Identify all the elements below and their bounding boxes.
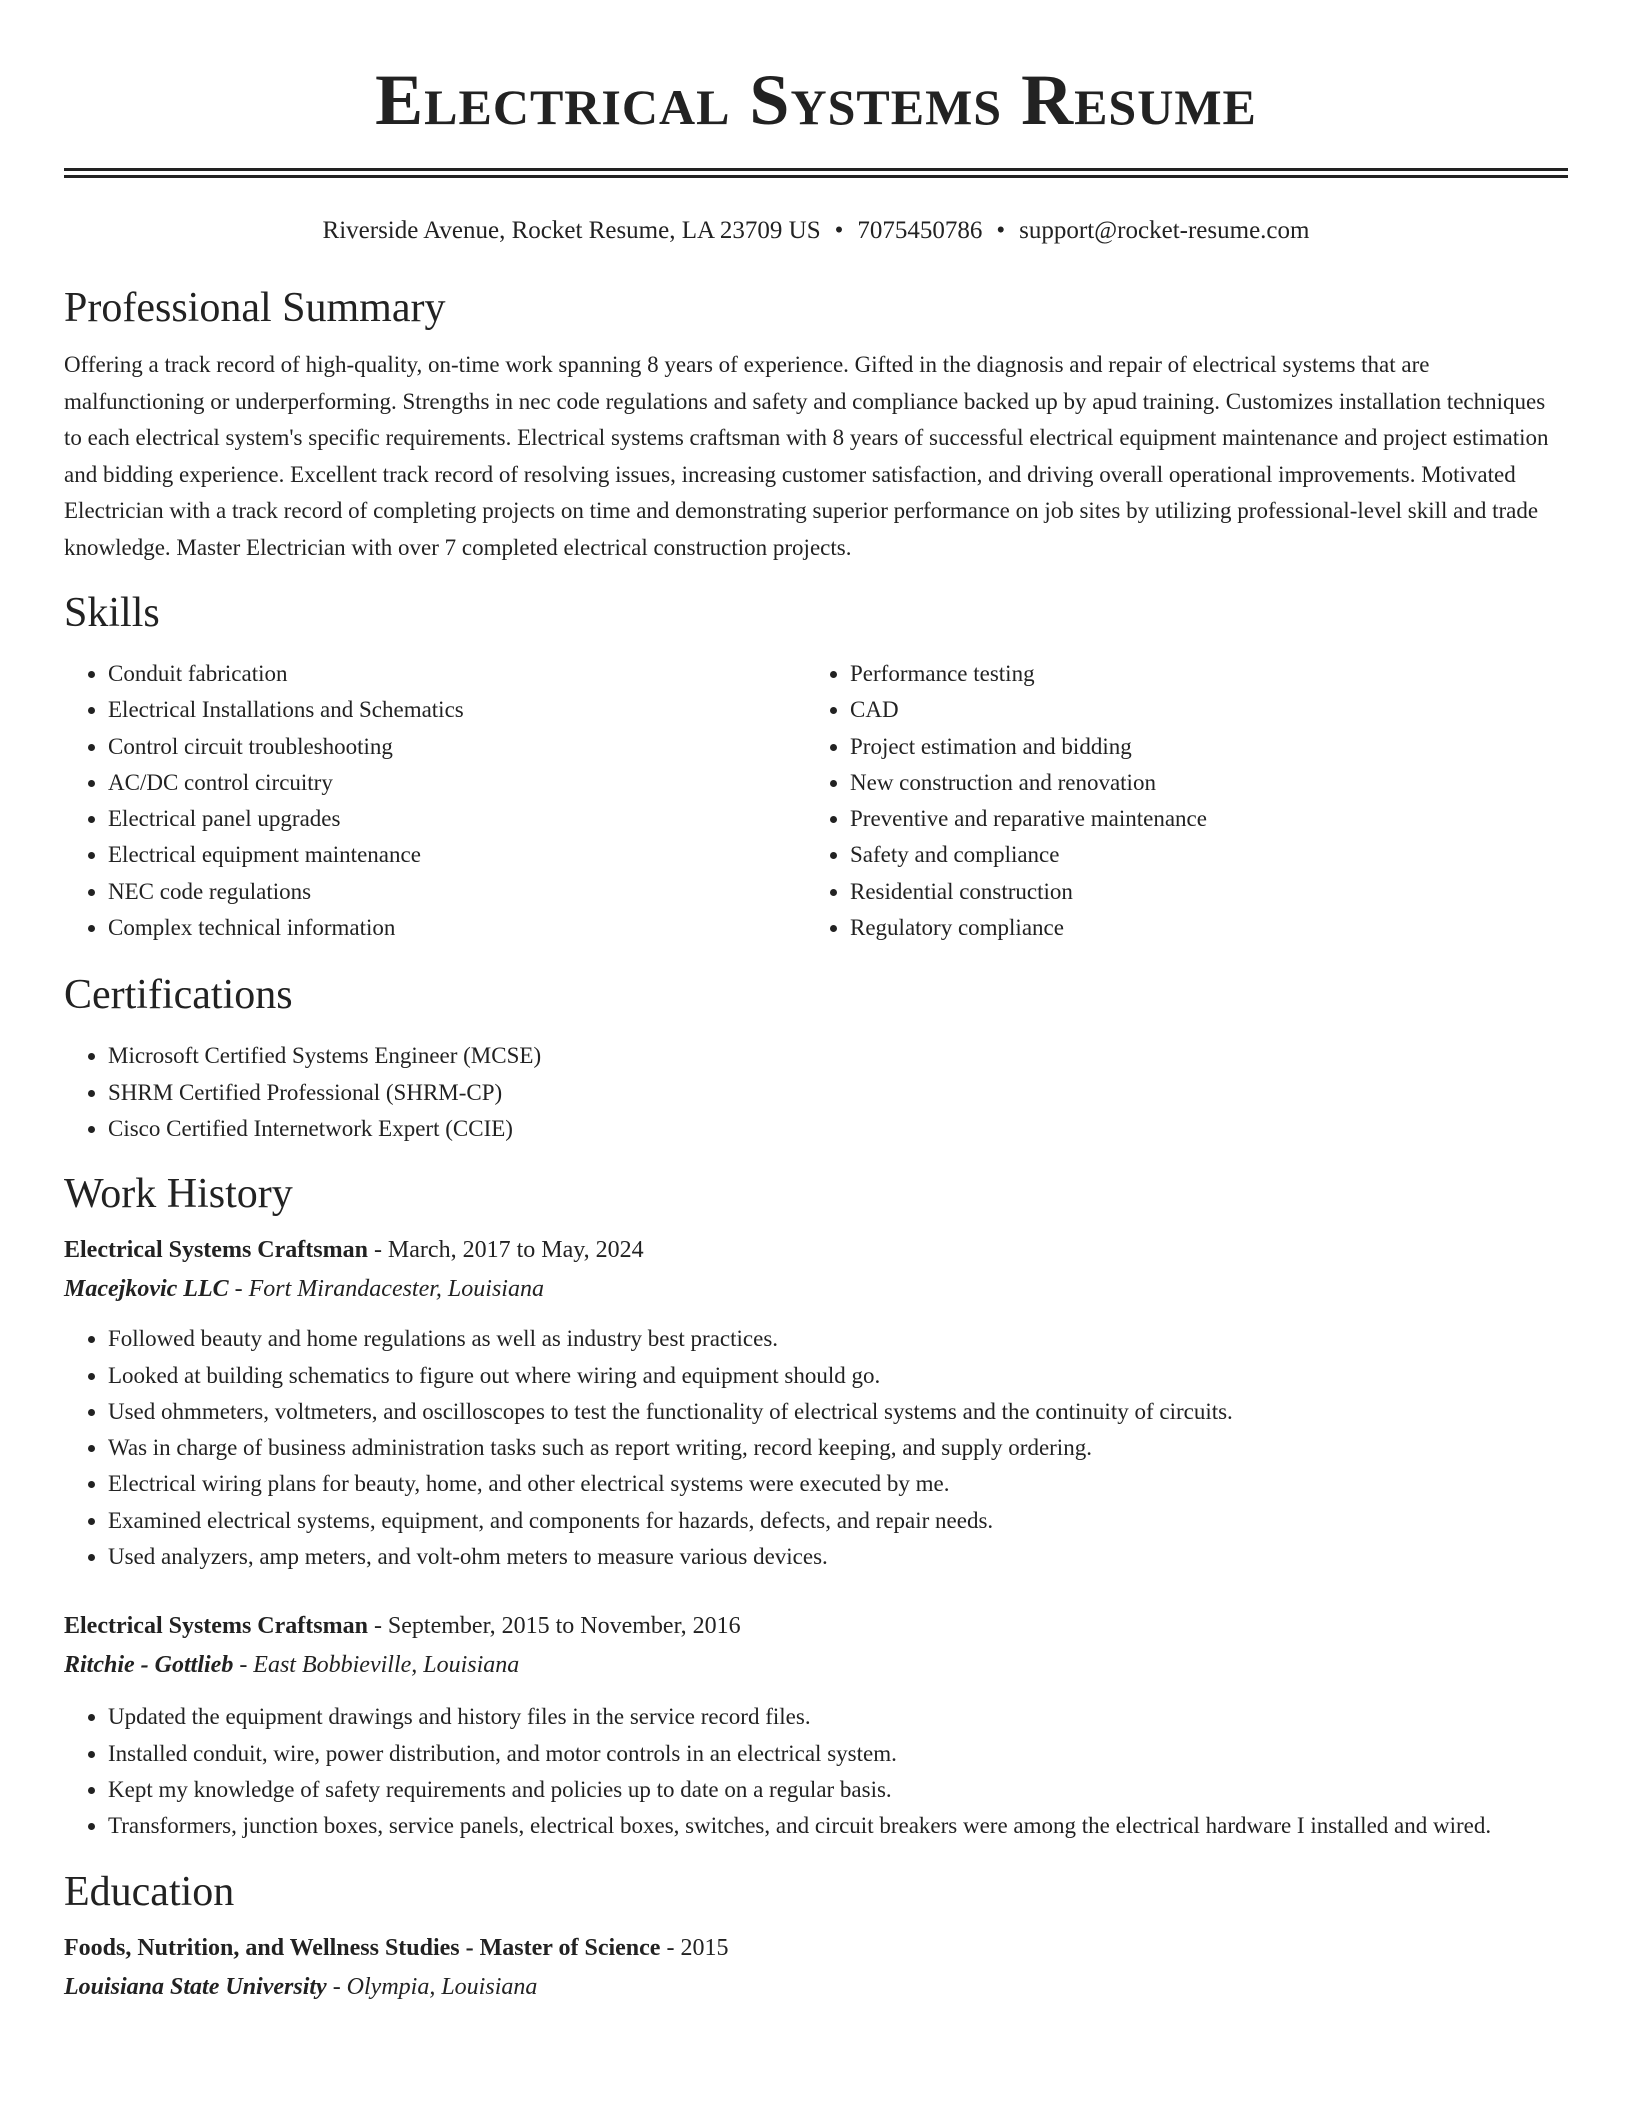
skill-item: • Electrical equipment maintenance bbox=[108, 837, 806, 873]
job-company: Ritchie - Gottlieb bbox=[64, 1652, 234, 1679]
certification-item: • Cisco Certified Internetwork Expert (CCIE) bbox=[108, 1111, 1568, 1147]
contact-email[interactable]: support@rocket-resume.com bbox=[1019, 217, 1310, 244]
education-year: - 2015 bbox=[660, 1934, 729, 1961]
skill-item: • CAD bbox=[850, 692, 1548, 728]
job-duty-item: • Was in charge of business administration tasks such as report writing, record keeping, and supply ordering. bbox=[108, 1430, 1568, 1466]
skill-item: • Conduit fabrication bbox=[108, 656, 806, 692]
skill-item: • Regulatory compliance bbox=[850, 910, 1548, 946]
job-duty-item: • Updated the equipment drawings and history files in the service record files. bbox=[108, 1699, 1568, 1735]
skill-item: • Complex technical information bbox=[108, 910, 806, 946]
skills-list bbox=[64, 656, 1568, 946]
skill-item: • Electrical Installations and Schematics bbox=[108, 692, 806, 728]
education-degree: Foods, Nutrition, and Wellness Studies - Master of Science bbox=[64, 1934, 661, 1961]
contact-address: Riverside Avenue, Rocket Resume, LA 23709 US bbox=[322, 217, 821, 244]
section-title-work-history: Work History bbox=[64, 1171, 293, 1218]
skill-item: • Performance testing bbox=[850, 656, 1548, 692]
job-title: Electrical Systems Craftsman bbox=[64, 1237, 368, 1264]
job-duties-list bbox=[64, 1699, 1568, 1844]
skill-item: • Preventive and reparative maintenance bbox=[850, 801, 1548, 837]
education-institution bbox=[64, 1968, 1568, 2007]
contact-phone[interactable]: 7075450786 bbox=[857, 217, 983, 244]
skill-item: • Safety and compliance bbox=[850, 837, 1548, 873]
title-double-rule bbox=[64, 168, 1568, 178]
job-duty-item: • Installed conduit, wire, power distribution, and motor controls in an electrical system. bbox=[108, 1736, 1568, 1772]
skills-column-right bbox=[806, 656, 1548, 946]
skill-item: • New construction and renovation bbox=[850, 765, 1548, 801]
education-heading bbox=[64, 1929, 1568, 1968]
skill-item: • AC/DC control circuitry bbox=[108, 765, 806, 801]
job-employer bbox=[64, 1270, 1568, 1309]
job-duties-list bbox=[64, 1321, 1568, 1575]
job-duty-item: • Looked at building schematics to figure out where wiring and equipment should go. bbox=[108, 1358, 1568, 1394]
skill-item: • Project estimation and bidding bbox=[850, 729, 1548, 765]
job-location: - East Bobbieville, Louisiana bbox=[233, 1652, 520, 1679]
job-duty-item: • Followed beauty and home regulations as well as industry best practices. bbox=[108, 1321, 1568, 1357]
skill-item: • Residential construction bbox=[850, 874, 1548, 910]
section-title-education: Education bbox=[64, 1868, 235, 1915]
contact-line bbox=[64, 215, 1568, 247]
job-dates: - September, 2015 to November, 2016 bbox=[367, 1613, 741, 1640]
section-title-certifications: Certifications bbox=[64, 972, 293, 1019]
skill-item: • Control circuit troubleshooting bbox=[108, 729, 806, 765]
section-title-skills: Skills bbox=[64, 590, 160, 636]
job-heading bbox=[64, 1607, 1568, 1646]
skills-column-left bbox=[64, 656, 806, 946]
section-title-summary: Professional Summary bbox=[64, 285, 446, 331]
education-entry bbox=[64, 1929, 1568, 2007]
job-heading bbox=[64, 1231, 1568, 1270]
job-entry bbox=[64, 1607, 1568, 1844]
summary-text: Offering a track record of high-quality, on-time work spanning 8 years of experience. Gifted in the diagnosis and repair of electrical systems that are malfunctioning or underperforming. Strengths in nec code regulations and safety and compliance backed up by apud training. Customizes installation techniques to each electrical system's specific requirements. Electrical systems craftsman with 8 years of successful electrical equipment maintenance and project estimation and bidding experience. Excellent track record of resolving issues, increasing customer satisfaction, and driving overall operational improvements. Motivated Electrician with a track record of completing projects on time and demonstrating superior performance on job sites by utilizing professional-level skill and trade knowledge. Master Electrician with over 7 completed electrical construction projects. bbox=[64, 352, 1549, 560]
certification-item: • SHRM Certified Professional (SHRM-CP) bbox=[108, 1075, 1568, 1111]
job-company: Macejkovic LLC bbox=[64, 1276, 229, 1303]
education-location: - Olympia, Louisiana bbox=[326, 1973, 538, 2000]
job-dates: - March, 2017 to May, 2024 bbox=[367, 1237, 644, 1264]
job-duty-item: • Used analyzers, amp meters, and volt-ohm meters to measure various devices. bbox=[108, 1539, 1568, 1575]
job-duty-item: • Transformers, junction boxes, service panels, electrical boxes, switches, and circuit breakers were among the electrical hardware I installed and wired. bbox=[108, 1808, 1568, 1844]
job-title: Electrical Systems Craftsman bbox=[64, 1613, 368, 1640]
education-school: Louisiana State University bbox=[64, 1973, 327, 2000]
job-location: - Fort Mirandacester, Louisiana bbox=[228, 1276, 544, 1303]
skill-item: • Electrical panel upgrades bbox=[108, 801, 806, 837]
skill-item: • NEC code regulations bbox=[108, 874, 806, 910]
job-duty-item: • Kept my knowledge of safety requirements and policies up to date on a regular basis. bbox=[108, 1772, 1568, 1808]
certifications-list bbox=[64, 1038, 1568, 1147]
job-duty-item: • Electrical wiring plans for beauty, home, and other electrical systems were executed by me. bbox=[108, 1466, 1568, 1502]
resume-title: Electrical Systems Resume bbox=[375, 60, 1257, 140]
job-employer bbox=[64, 1646, 1568, 1685]
job-duty-item: • Examined electrical systems, equipment, and components for hazards, defects, and repair needs. bbox=[108, 1503, 1568, 1539]
job-entry bbox=[64, 1231, 1568, 1575]
certification-item: • Microsoft Certified Systems Engineer (MCSE) bbox=[108, 1038, 1568, 1074]
contact-separator: • bbox=[834, 217, 844, 244]
contact-separator: • bbox=[996, 217, 1006, 244]
job-duty-item: • Used ohmmeters, voltmeters, and oscilloscopes to test the functionality of electrical systems and the continuity of circuits. bbox=[108, 1394, 1568, 1430]
